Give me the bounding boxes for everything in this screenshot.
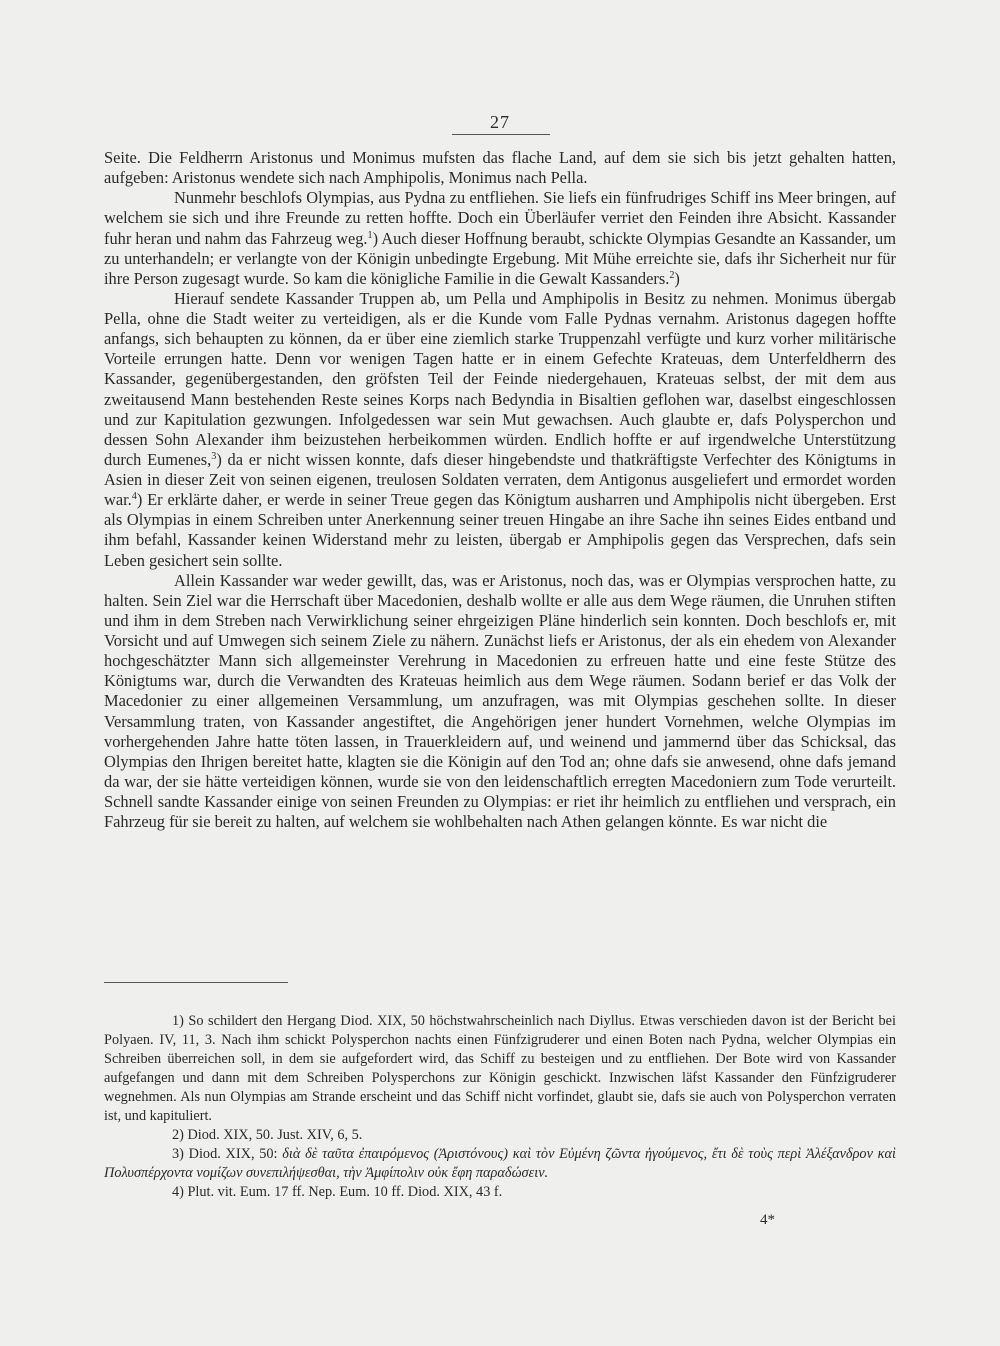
- paragraph-text: ) Auch dieser Hoffnung beraubt, schickte Olympias Gesandte an Kassander, um zu unterhandeln; er verlangte von der Königin unbedingte Ergebung. Mit Mühe erreichte sie, dafs ihr Sicherheit nur für ihre Person zugesagt wurde. So kam die königliche Familie in die Gewalt Kassanders.: [104, 228, 897, 288]
- main-text: [104, 148, 896, 832]
- paragraph: [104, 188, 896, 289]
- paragraph: [104, 289, 896, 571]
- footnote-3-citation: 3) Diod. XIX, 50:: [172, 1146, 278, 1162]
- footnote-ref: 2: [669, 269, 675, 281]
- footnotes: [104, 1012, 896, 1202]
- header-rule: [452, 134, 550, 135]
- paragraph-text: ) da er nicht wissen konnte, dafs dieser hingebendste und thatkräftigste Verfechter des Königtums in Asien in dieser Zeit von seinen eigenen, treulosen Soldaten verraten, dem Antigonus ausgeliefert und ermordet worden war.: [104, 449, 896, 510]
- footnote-2: 2) Diod. XIX, 50. Just. XIV, 6, 5.: [172, 1127, 363, 1143]
- paragraph: [104, 148, 896, 188]
- paragraph-text: Allein Kassander war weder gewillt, das, was er Aristonus, noch das, was er Olympias versprochen hatte, zu halten. Sein Ziel war die Herrschaft über Macedonien, deshalb wollte er alle aus dem Wege räumen, die Unruhen stiften und ihm in dem Streben nach Verwirklichung seiner ehrgeizigen Pläne hinderlich sein konnten. Doch beschlofs er, mit Vorsicht und auf Umwegen sich seinem Ziele zu nähern. Zunächst liefs er Aristonus, der als ein ehedem von Alexander hochgeschätzter Mann sich allgemeinster Verehrung in Macedonien zu erfreuen hatte und eine feste Stütze des Königtums war, durch die Verwandten des Krateuas heimlich aus dem Wege räumen. Sodann berief er das Volk der Macedonier zu einer allgemeinen Versammlung, um anzufragen, was mit Olympias geschehen sollte. In dieser Versammlung traten, von Kassander angestiftet, die Angehörigen jener hundert Vornehmen, welche Olympias im vorhergehenden Jahre hatte töten lassen, in Trauerkleidern auf, und weinend und jammernd über das Schicksal, das Olympias den Ihrigen bereitet hatte, klagten sie die Königin auf den Tod an; ohne dafs sie anwesend, ohne dafs jemand da war, der sie hätte verteidigen können, wurde sie von den leidenschaftlich erregten Macedoniern zum Tode verurteilt. Schnell sandte Kassander einige von seinen Freunden zu Olympias: er riet ihr heimlich zu entfliehen und versprach, ein Fahrzeug für sie bereit zu halten, auf welchem sie wohlbehalten nach Athen gelangen könnte. Es war nicht die: [104, 570, 896, 832]
- footnote-1: 1) So schildert den Hergang Diod. XIX, 50 höchstwahrscheinlich nach Diyllus. Etwas verschieden davon ist der Bericht bei Polyaen. IV, 11, 3. Nach ihm schickt Polysperchon nachts einen Fünfzigruderer und einen Boten nach Pydna, welcher Olympias ein Schreiben überreichen soll, in dem sie aufgefordert wird, das Schiff zu besteigen und zu entfliehen. Der Bote wird von Kassander aufgefangen und dann mit dem Schreiben Polysperchons zur Königin geschickt. Inzwischen läfst Kassander den Fünfzigruderer wegnehmen. Als nun Olympias am Strande erscheint und das Schiff nicht vorfindet, glaubt sie, dafs sie auch von Polysperchon verraten ist, und kapituliert.: [104, 1013, 896, 1124]
- footnote-ref: 4: [131, 491, 137, 503]
- footnote-ref: 3: [211, 450, 217, 462]
- paragraph: [104, 571, 896, 833]
- paragraph-text: Nunmehr beschlofs Olympias, aus Pydna zu entfliehen. Sie liefs ein fünfrudriges Schiff ins Meer bringen, auf welchem sie sich und ihre Freunde zu retten hoffte. Doch ein Überläufer verriet den Feinden ihre Absicht. Kassander fuhr heran und nahm das Fahrzeug weg.: [104, 188, 896, 248]
- footnote-3-greek-quote: διὰ δὲ ταῦτα ἐπαιρόμενος (Ἀριστόνους) καὶ τὸν Εὐμένη ζῶντα ἡγούμενος, ἔτι δὲ τοὺς περὶ Ἀλέξανδρον καὶ Πολυσπέρχοντα νομίζων συνεπιλήψεσθαι, τὴν Ἀμφίπολιν οὐκ ἔφη παραδώσειν.: [104, 1146, 896, 1181]
- paragraph-text: Hierauf sendete Kassander Truppen ab, um Pella und Amphipolis in Besitz zu nehmen. Monimus übergab Pella, ohne die Stadt weiter zu verteidigen, als er die Kunde vom Falle Pydnas vernahm. Aristonus dagegen hoffte anfangs, sich behaupten zu können, da er über eine ziemlich starke Truppenzahl verfügte und kurz vorher militärische Vorteile errungen hatte. Denn vor wenigen Tagen hatte er in einem Gefechte Krateuas, dem Unterfeldherrn des Kassander, gegenübergestanden, den gröfsten Teil der Feinde niedergehauen, Krateuas selbst, der mit dem aus zweitausend Mann bestehenden Reste seines Korps nach Bedyndia in Bisaltien geflohen war, daselbst eingeschlossen und zur Kapitulation gezwungen. Infolgedessen war sein Mut gewachsen. Auch glaubte er, dafs Polysperchon und dessen Sohn Alexander ihm beizustehen herbeikommen würden. Endlich hoffte er auf irgendwelche Unterstützung durch Eumenes,: [104, 288, 896, 469]
- footnote-rule: [104, 982, 288, 983]
- paragraph-text: Seite. Die Feldherrn Aristonus und Monimus mufsten das flache Land, auf dem sie sich bis jetzt gehalten hatten, aufgeben: Aristonus wendete sich nach Amphipolis, Monimus nach Pella.: [104, 148, 896, 188]
- signature-mark: 4*: [760, 1212, 775, 1228]
- footnote-4: 4) Plut. vit. Eum. 17 ff. Nep. Eum. 10 ff. Diod. XIX, 43 f.: [172, 1184, 503, 1200]
- footnote-3: [104, 1145, 896, 1183]
- page-number: 27: [490, 112, 510, 132]
- paragraph-text: ): [674, 268, 680, 288]
- paragraph-text: ) Er erklärte daher, er werde in seiner Treue gegen das Königtum ausharren und Amphipolis nicht übergeben. Erst als Olympias in einem Schreiben unter Anerkennung seiner treuen Hingabe an ihre Sache ihn seines Eides entband und ihm befahl, Kassander keinen Widerstand mehr zu leisten, übergab er Amphipolis gegen das Versprechen, dafs sein Leben gesichert sein sollte.: [104, 490, 896, 570]
- footnote-ref: 1: [367, 229, 373, 241]
